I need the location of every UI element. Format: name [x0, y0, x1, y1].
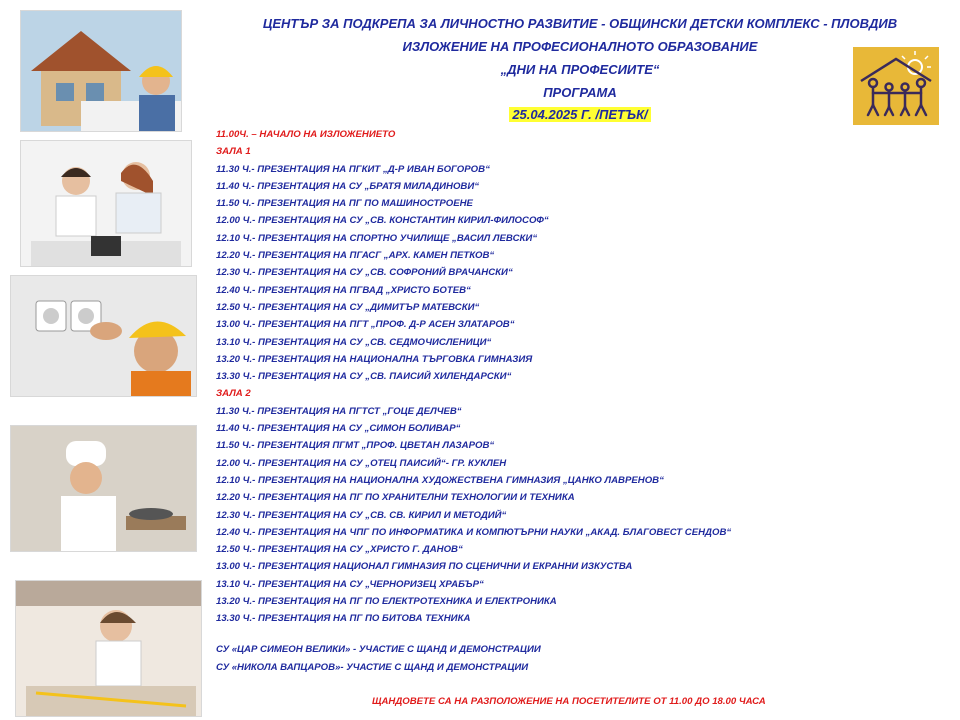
program-item: 12.50 Ч.- ПРЕЗЕНТАЦИЯ НА СУ „ДИМИТЪР МАТЕВСКИ“: [216, 301, 480, 313]
hall-2-list: [216, 403, 936, 628]
program-item: 12.40 Ч.- ПРЕЗЕНТАЦИЯ НА ПГВАД „ХРИСТО БОТЕВ“: [216, 284, 471, 296]
program-item: 12.50 Ч.- ПРЕЗЕНТАЦИЯ НА СУ „ХРИСТО Г. ДАНОВ“: [216, 544, 463, 556]
hall-2-title: ЗАЛА 2: [216, 388, 251, 400]
header-date-row: [210, 107, 950, 122]
tailor-measuring-fabric-photo: [15, 580, 202, 717]
hall-1-title: ЗАЛА 1: [216, 146, 251, 158]
program-opening: 11.00Ч. – НАЧАЛО НА ИЗЛОЖЕНИЕТО: [216, 129, 396, 140]
program-item: 11.40 Ч.- ПРЕЗЕНТАЦИЯ НА СУ „БРАТЯ МИЛАДИНОВИ“: [216, 180, 480, 192]
header-line-1: ЦЕНТЪР ЗА ПОДКРЕПА ЗА ЛИЧНОСТНО РАЗВИТИЕ - ОБЩИНСКИ ДЕТСКИ КОМПЛЕКС - ПЛОВДИВ: [262, 16, 898, 31]
program-item: 13.00 Ч.- ПРЕЗЕНТАЦИЯ НА ПГТ „ПРОФ. Д-Р АСЕН ЗЛАТАРОВ“: [216, 319, 515, 331]
construction-worker-house-photo: [20, 10, 182, 132]
program-list: [216, 126, 936, 628]
office-workers-calculator-photo: [20, 140, 192, 267]
footer-note: ЩАНДОВЕТЕ СА НА РАЗПОЛОЖЕНИЕ НА ПОСЕТИТЕЛИТЕ ОТ 11.00 ДО 18.00 ЧАСА: [372, 696, 766, 707]
program-item: 13.30 Ч.- ПРЕЗЕНТАЦИЯ НА ПГ ПО БИТОВА ТЕХНИКА: [216, 613, 471, 625]
stand-item: СУ «НИКОЛА ВАПЦАРОВ»- УЧАСТИЕ С ЩАНД И ДЕМОНСТРАЦИИ: [216, 662, 529, 673]
stands-list: [216, 641, 541, 677]
header-line-4: ПРОГРАМА: [543, 85, 617, 100]
hall-1-list: [216, 161, 936, 386]
program-item: 13.20 Ч.- ПРЕЗЕНТАЦИЯ НА ПГ ПО ЕЛЕКТРОТЕХНИКА И ЕЛЕКТРОНИКА: [216, 596, 557, 608]
program-item: 12.00 Ч.- ПРЕЗЕНТАЦИЯ НА СУ „СВ. КОНСТАНТИН КИРИЛ-ФИЛОСОФ“: [216, 215, 549, 227]
program-item: 12.10 Ч.- ПРЕЗЕНТАЦИЯ НА СПОРТНО УЧИЛИЩЕ „ВАСИЛ ЛЕВСКИ“: [216, 232, 538, 244]
header-line-3: „ДНИ НА ПРОФЕСИИТЕ“: [500, 62, 660, 77]
program-item: 11.30 Ч.- ПРЕЗЕНТАЦИЯ НА ПГКИТ „Д-Р ИВАН БОГОРОВ“: [216, 163, 490, 175]
program-item: 13.00 Ч.- ПРЕЗЕНТАЦИЯ НАЦИОНАЛ ГИМНАЗИЯ ПО СЦЕНИЧНИ И ЕКРАННИ ИЗКУСТВА: [216, 561, 633, 573]
program-item: 13.20 Ч.- ПРЕЗЕНТАЦИЯ НА НАЦИОНАЛНА ТЪРГОВКА ГИМНАЗИЯ: [216, 353, 533, 365]
program-item: 12.10 Ч.- ПРЕЗЕНТАЦИЯ НА НАЦИОНАЛНА ХУДОЖЕСТВЕНА ГИМНАЗИЯ „ЦАНКО ЛАВРЕНОВ“: [216, 474, 664, 486]
program-item: 12.40 Ч.- ПРЕЗЕНТАЦИЯ НА ЧПГ ПО ИНФОРМАТИКА И КОМПЮТЪРНИ НАУКИ „АКАД. БЛАГОВЕСТ СЕНДОВ“: [216, 526, 732, 538]
header-date: 25.04.2025 Г. /ПЕТЪК/: [509, 107, 650, 122]
program-item: 12.30 Ч.- ПРЕЗЕНТАЦИЯ НА СУ „СВ. СВ. КИРИЛ И МЕТОДИЙ“: [216, 509, 507, 521]
program-item: 13.10 Ч.- ПРЕЗЕНТАЦИЯ НА СУ „ЧЕРНОРИЗЕЦ ХРАБЪР“: [216, 578, 484, 590]
program-item: 12.20 Ч.- ПРЕЗЕНТАЦИЯ НА ПГАСГ „АРХ. КАМЕН ПЕТКОВ“: [216, 250, 495, 262]
program-item: 13.30 Ч.- ПРЕЗЕНТАЦИЯ НА СУ „СВ. ПАИСИЙ ХИЛЕНДАРСКИ“: [216, 371, 512, 383]
chef-cooking-photo: [10, 425, 197, 552]
program-item: 11.50 Ч.- ПРЕЗЕНТАЦИЯ НА ПГ ПО МАШИНОСТРОЕНЕ: [216, 198, 473, 210]
electrician-socket-photo: [10, 275, 197, 397]
program-item: 12.00 Ч.- ПРЕЗЕНТАЦИЯ НА СУ „ОТЕЦ ПАИСИЙ“- ГР. КУКЛЕН: [216, 457, 507, 469]
program-item: 12.20 Ч.- ПРЕЗЕНТАЦИЯ НА ПГ ПО ХРАНИТЕЛНИ ТЕХНОЛОГИИ И ТЕХНИКА: [216, 492, 575, 504]
stand-item: СУ «ЦАР СИМЕОН ВЕЛИКИ» - УЧАСТИЕ С ЩАНД И ДЕМОНСТРАЦИИ: [216, 644, 541, 655]
program-item: 12.30 Ч.- ПРЕЗЕНТАЦИЯ НА СУ „СВ. СОФРОНИЙ ВРАЧАНСКИ“: [216, 267, 513, 279]
header-line-2: ИЗЛОЖЕНИЕ НА ПРОФЕСИОНАЛНОТО ОБРАЗОВАНИЕ: [402, 39, 758, 54]
program-item: 11.50 Ч.- ПРЕЗЕНТАЦИЯ ПГМТ „ПРОФ. ЦВЕТАН ЛАЗАРОВ“: [216, 440, 495, 452]
program-item: 13.10 Ч.- ПРЕЗЕНТАЦИЯ НА СУ „СВ. СЕДМОЧИСЛЕНИЦИ“: [216, 336, 492, 348]
program-item: 11.30 Ч.- ПРЕЗЕНТАЦИЯ НА ПГТСТ „ГОЦЕ ДЕЛЧЕВ“: [216, 405, 462, 417]
program-item: 11.40 Ч.- ПРЕЗЕНТАЦИЯ НА СУ „СИМОН БОЛИВАР“: [216, 423, 461, 435]
